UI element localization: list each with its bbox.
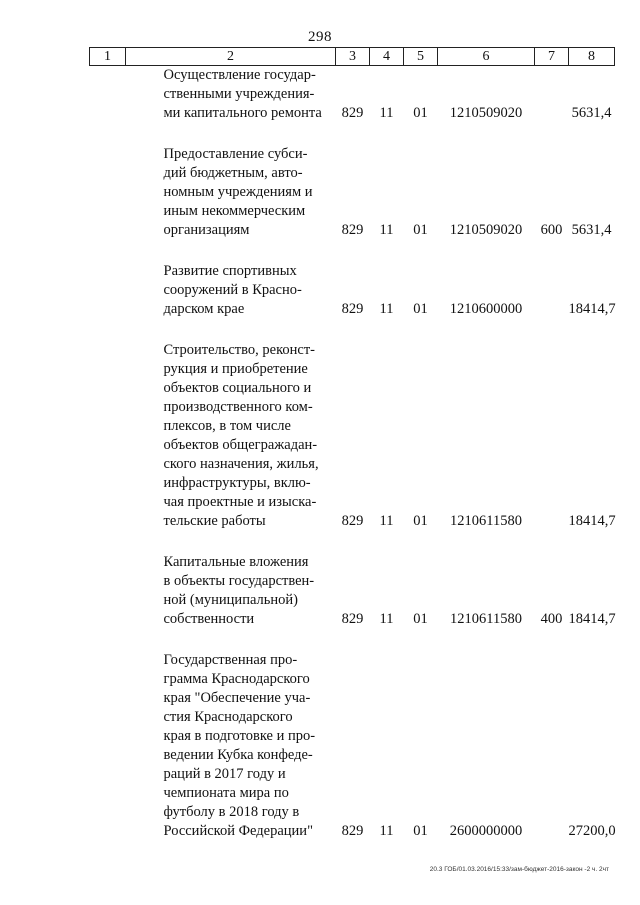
subsection-code-cell: 01	[413, 222, 428, 238]
table-row	[90, 651, 615, 841]
budget-table-body	[90, 66, 615, 842]
table-row	[90, 66, 615, 124]
amount-cell: 5631,4	[571, 105, 612, 121]
empty-index-cell	[90, 341, 126, 531]
budget-table	[89, 47, 615, 841]
description-line: рукция и приобретение	[163, 361, 308, 377]
amount-cell: 18414,7	[568, 611, 616, 627]
row-spacer	[90, 629, 615, 651]
amount-cell: 5631,4	[571, 222, 612, 238]
target-article-cell: 1210509020	[449, 105, 523, 121]
row-spacer	[90, 531, 615, 553]
amount-cell: 18414,7	[568, 513, 616, 529]
description-cell	[126, 341, 336, 531]
column-header-6: 6	[438, 48, 535, 66]
expense-type-cell	[535, 66, 569, 124]
ved-code-cell: 829	[341, 823, 364, 839]
description-line: в объекты государствен-	[163, 573, 315, 589]
description-line: Осуществление государ-	[163, 67, 316, 83]
expense-type-cell: 600	[540, 222, 563, 238]
description-line: ведении Кубка конфеде-	[163, 747, 313, 763]
row-spacer	[90, 319, 615, 341]
description-line: номным учреждениям и	[163, 184, 313, 200]
description-cell	[126, 553, 336, 629]
description-line: края "Обеспечение уча-	[163, 690, 311, 706]
empty-index-cell	[90, 553, 126, 629]
description-line: иным некоммерческим	[163, 203, 306, 219]
subsection-code-cell: 01	[413, 105, 428, 121]
column-header-8: 8	[569, 48, 615, 66]
description-line: тельские работы	[163, 513, 266, 529]
section-code-cell: 11	[379, 513, 394, 529]
subsection-code-cell: 01	[413, 301, 428, 317]
description-line: чая проектные и изыска-	[163, 494, 317, 510]
description-line: организациям	[163, 222, 250, 238]
description-line: дарском крае	[163, 301, 245, 317]
section-code-cell: 11	[379, 611, 394, 627]
document-footer-stamp: 20.3 ГОБ/01.03.2016/15:33/зам-бюджет-2016-закон -2 ч. 2чт	[429, 866, 609, 873]
description-line: футболу в 2018 году в	[163, 804, 300, 820]
amount-cell: 27200,0	[568, 823, 616, 839]
description-line: инфраструктуры, вклю-	[163, 475, 311, 491]
description-line: стия Краснодарского	[163, 709, 293, 725]
empty-index-cell	[90, 66, 126, 124]
section-code-cell: 11	[379, 105, 394, 121]
ved-code-cell: 829	[341, 611, 364, 627]
description-line: ственными учреждения-	[163, 86, 315, 102]
row-spacer	[90, 240, 615, 262]
expense-type-cell: 400	[540, 611, 563, 627]
column-number-header-row	[90, 48, 615, 66]
target-article-cell: 1210509020	[449, 222, 523, 238]
empty-index-cell	[90, 262, 126, 319]
description-line: края в подготовке и про-	[163, 728, 316, 744]
description-cell	[126, 262, 336, 319]
description-line: Государственная про-	[163, 652, 298, 668]
description-line: плексов, в том числе	[163, 418, 291, 434]
section-code-cell: 11	[379, 222, 394, 238]
table-row	[90, 145, 615, 240]
expense-type-cell	[535, 262, 569, 319]
table-row	[90, 553, 615, 629]
section-code-cell: 11	[379, 823, 394, 839]
description-line: Развитие спортивных	[163, 263, 297, 279]
description-line: объектов общегражадан-	[163, 437, 318, 453]
description-line: сооружений в Красно-	[163, 282, 302, 298]
section-code-cell: 11	[379, 301, 394, 317]
target-article-cell: 1210611580	[450, 611, 522, 627]
ved-code-cell: 829	[341, 222, 364, 238]
description-line: ми капитального ремонта	[163, 105, 322, 121]
table-row	[90, 341, 615, 531]
description-line: раций в 2017 году и	[163, 766, 286, 782]
description-cell	[126, 145, 336, 240]
target-article-cell: 1210611580	[450, 513, 522, 529]
description-line: производственного ком-	[163, 399, 313, 415]
ved-code-cell: 829	[341, 105, 364, 121]
description-line: собственности	[163, 611, 255, 627]
description-line: ной (муниципальной)	[163, 592, 298, 608]
amount-cell: 18414,7	[568, 301, 616, 317]
column-header-3: 3	[336, 48, 370, 66]
ved-code-cell: 829	[341, 301, 364, 317]
subsection-code-cell: 01	[413, 611, 428, 627]
expense-type-cell	[535, 651, 569, 841]
empty-index-cell	[90, 145, 126, 240]
description-cell	[126, 651, 336, 841]
page-number: 298	[308, 29, 332, 45]
subsection-code-cell: 01	[413, 513, 428, 529]
description-line: чемпионата мира по	[163, 785, 289, 801]
empty-index-cell	[90, 651, 126, 841]
target-article-cell: 2600000000	[449, 823, 523, 839]
row-spacer	[90, 123, 615, 145]
description-line: Строительство, реконст-	[163, 342, 315, 358]
expense-type-cell	[535, 341, 569, 531]
description-line: Предоставление субси-	[163, 146, 308, 162]
description-line: Капитальные вложения	[163, 554, 309, 570]
column-header-2: 2	[126, 48, 336, 66]
description-line: ского назначения, жилья,	[163, 456, 319, 472]
ved-code-cell: 829	[341, 513, 364, 529]
description-line: дий бюджетным, авто-	[163, 165, 303, 181]
description-line: Российской Федерации"	[163, 823, 313, 839]
description-line: объектов социального и	[163, 380, 312, 396]
subsection-code-cell: 01	[413, 823, 428, 839]
description-line: грамма Краснодарского	[163, 671, 310, 687]
description-cell	[126, 66, 336, 124]
column-header-5: 5	[404, 48, 438, 66]
column-header-7: 7	[535, 48, 569, 66]
table-row	[90, 262, 615, 319]
column-header-4: 4	[370, 48, 404, 66]
target-article-cell: 1210600000	[449, 301, 523, 317]
column-header-1: 1	[90, 48, 126, 66]
